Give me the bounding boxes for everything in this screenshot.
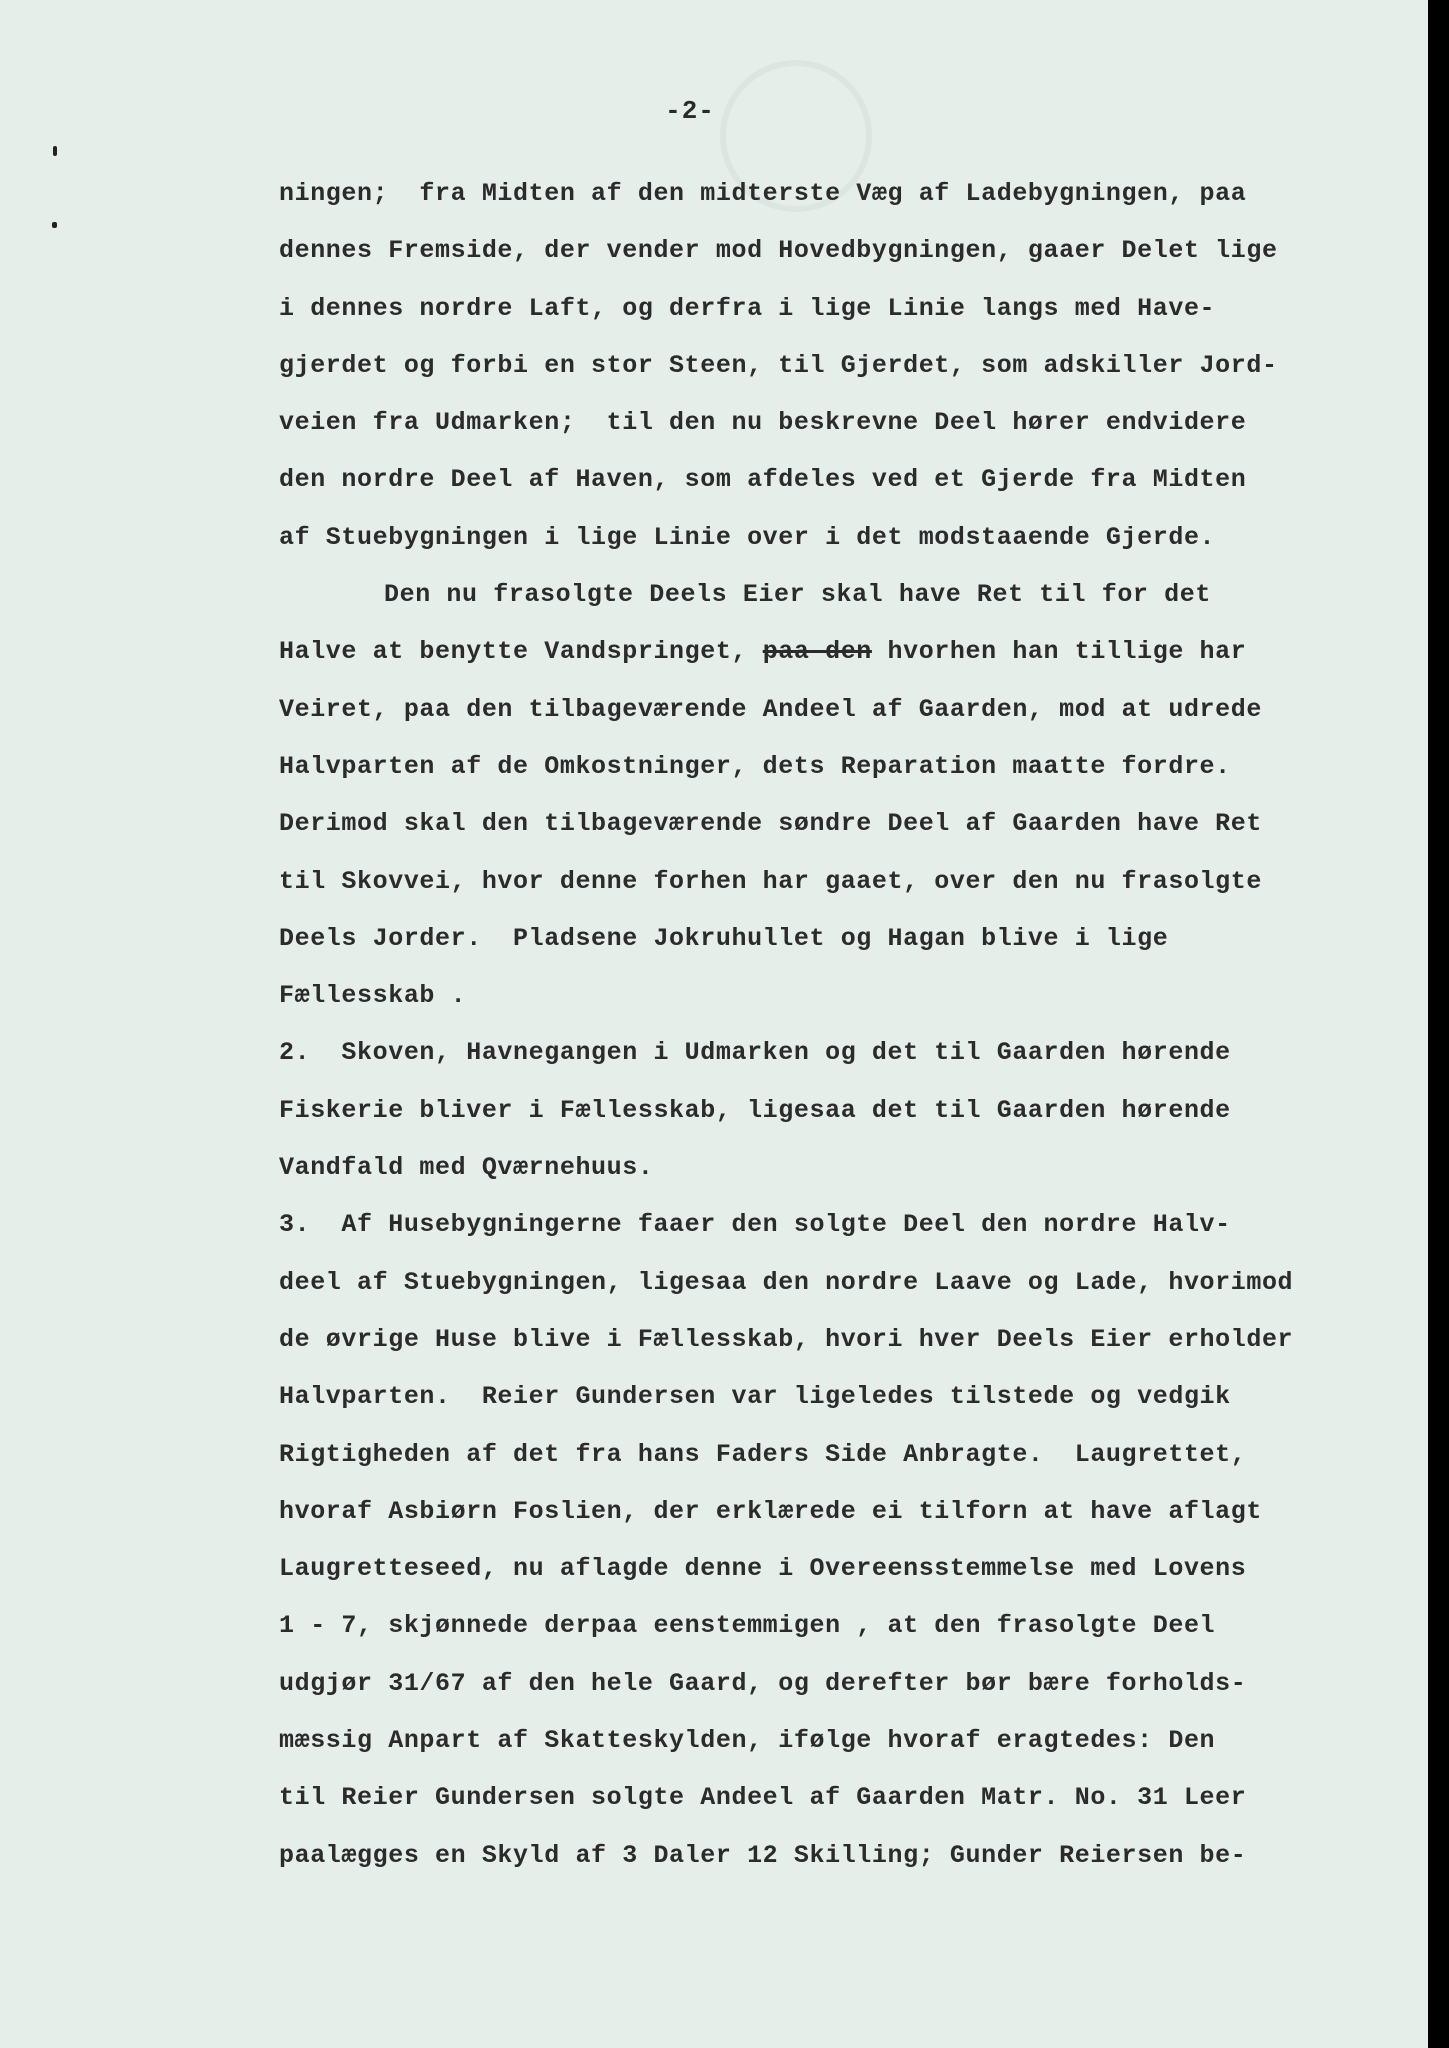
text-line: mæssig Anpart af Skatteskylden, ifølge hvoraf eragtedes: Den [279, 1726, 1216, 1756]
struck-text: paa den [762, 637, 872, 667]
text-line: Fællesskab . [279, 981, 467, 1011]
margin-mark [52, 222, 57, 228]
text-line: Rigtigheden af det fra hans Faders Side Anbragte. Laugrettet, [279, 1439, 1247, 1469]
text-line: Halvparten af de Omkostninger, dets Reparation maatte fordre. [279, 751, 1231, 781]
text-line: Fiskerie bliver i Fællesskab, ligesaa det til Gaarden hørende [279, 1095, 1231, 1125]
text-line: dennes Fremside, der vender mod Hovedbygningen, gaaer Delet lige [279, 236, 1278, 266]
text-line: gjerdet og forbi en stor Steen, til Gjerdet, som adskiller Jord- [279, 350, 1278, 380]
text-line: Den nu frasolgte Deels Eier skal have Ret til for det [384, 580, 1211, 610]
text-line: til Skovvei, hvor denne forhen har gaaet, over den nu frasolgte [279, 866, 1262, 896]
text-line: Deels Jorder. Pladsene Jokruhullet og Hagan blive i lige [279, 923, 1169, 953]
page-number-text: -2- [665, 96, 715, 126]
text-line: Laugretteseed, nu aflagde denne i Overeensstemmelse med Lovens [279, 1554, 1247, 1584]
text-line: Derimod skal den tilbageværende søndre Deel af Gaarden have Ret [279, 809, 1262, 839]
text-line: udgjør 31/67 af den hele Gaard, og derefter bør bære forholds- [279, 1668, 1247, 1698]
page-number [0, 96, 1428, 126]
text-line: i dennes nordre Laft, og derfra i lige Linie langs med Have- [279, 293, 1216, 323]
text-line: de øvrige Huse blive i Fællesskab, hvori hver Deels Eier erholder [279, 1324, 1294, 1354]
text-line: Vandfald med Qværnehuus. [279, 1153, 654, 1183]
text-line: Veiret, paa den tilbageværende Andeel af Gaarden, mod at udrede [279, 694, 1262, 724]
text-segment: hvorhen han tillige har [871, 637, 1247, 667]
text-line: den nordre Deel af Haven, som afdeles ved et Gjerde fra Midten [279, 465, 1247, 495]
text-segment: Halve at benytte Vandspringet, [279, 637, 763, 667]
text-line: 3. Af Husebygningerne faaer den solgte Deel den nordre Halv- [279, 1210, 1231, 1240]
text-line: hvoraf Asbiørn Foslien, der erklærede ei tilforn at have aflagt [279, 1496, 1262, 1526]
body-text [279, 165, 1428, 1884]
text-line: ningen; fra Midten af den midterste Væg af Ladebygningen, paa [279, 179, 1247, 208]
margin-mark [53, 146, 57, 156]
text-line: deel af Stuebygningen, ligesaa den nordre Laave og Lade, hvorimod [279, 1267, 1294, 1297]
text-line: veien fra Udmarken; til den nu beskrevne Deel hører endvidere [279, 408, 1247, 438]
text-line: til Reier Gundersen solgte Andeel af Gaarden Matr. No. 31 Leer [279, 1783, 1247, 1813]
text-line: paalægges en Skyld af 3 Daler 12 Skilling; Gunder Reiersen be- [279, 1840, 1247, 1870]
text-line: af Stuebygningen i lige Linie over i det modstaaende Gjerde. [279, 522, 1216, 552]
text-line: Halvparten. Reier Gundersen var ligeledes tilstede og vedgik [279, 1382, 1231, 1412]
text-line-with-strikethrough [279, 623, 1428, 680]
text-line: 1 - 7, skjønnede derpaa eenstemmigen , at den frasolgte Deel [279, 1611, 1216, 1641]
text-line: 2. Skoven, Havnegangen i Udmarken og det til Gaarden hørende [279, 1038, 1231, 1068]
